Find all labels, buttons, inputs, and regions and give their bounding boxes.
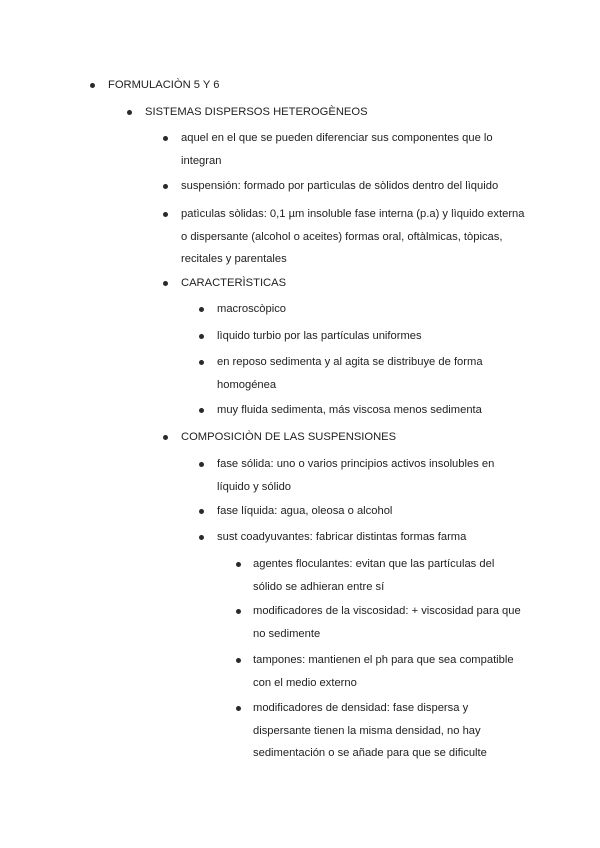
bullet-icon [163, 136, 168, 141]
bullet-icon [90, 83, 95, 88]
bullet-icon [199, 408, 204, 413]
bullet-icon [199, 307, 204, 312]
bullet-icon [163, 435, 168, 440]
list-item: modificadores de la viscosidad: + viscosidad para que no sedimente [253, 605, 521, 640]
section-heading: SISTEMAS DISPERSOS HETEROGÈNEOS [145, 106, 368, 118]
bullet-icon [163, 212, 168, 217]
composition-heading: COMPOSICIÒN DE LAS SUSPENSIONES [181, 431, 397, 443]
list-item: fase líquida: agua, oleosa o alcohol [217, 505, 393, 517]
list-item: agentes floculantes: evitan que las partículas del sólido se adhieran entre sí [253, 558, 495, 593]
list-item: sust coadyuvantes: fabricar distintas formas farma [217, 531, 467, 543]
list-item: patìculas sòlidas: 0,1 µm insoluble fase interna (p.a) y lìquido externa o dispersante (alcohol o aceites) formas oral, oftàlmicas, tòpicas, recitales y parentales [181, 208, 525, 265]
bullet-icon [199, 509, 204, 514]
list-item: macroscòpico [217, 303, 287, 315]
bullet-icon [199, 462, 204, 467]
list-item: lìquido turbio por las partículas uniformes [217, 330, 422, 342]
outline-title: FORMULACIÒN 5 Y 6 [108, 79, 220, 91]
list-item: tampones: mantienen el ph para que sea compatible con el medio externo [253, 654, 514, 689]
bullet-icon [236, 706, 241, 711]
bullet-icon [199, 360, 204, 365]
bullet-icon [236, 658, 241, 663]
bullet-icon [127, 110, 132, 115]
list-item: suspensión: formado por partìculas de sòlidos dentro del lìquido [181, 180, 499, 192]
bullet-icon [236, 562, 241, 567]
list-item: modificadores de densidad: fase dispersa y dispersante tienen la misma densidad, no hay sedimentación o se añade para que se dificulte [253, 702, 487, 759]
list-item: aquel en el que se pueden diferenciar sus componentes que lo integran [181, 132, 493, 167]
bullet-icon [163, 184, 168, 189]
bullet-icon [163, 281, 168, 286]
bullet-icon [199, 334, 204, 339]
list-item: muy fluida sedimenta, más viscosa menos sedimenta [217, 404, 482, 416]
bullet-icon [199, 535, 204, 540]
bullet-icon [236, 609, 241, 614]
list-item: en reposo sedimenta y al agita se distribuye de forma homogénea [217, 356, 483, 391]
list-item: fase sólida: uno o varios principios activos insolubles en líquido y sólido [217, 458, 495, 493]
characteristics-heading: CARACTERÌSTICAS [181, 277, 287, 289]
